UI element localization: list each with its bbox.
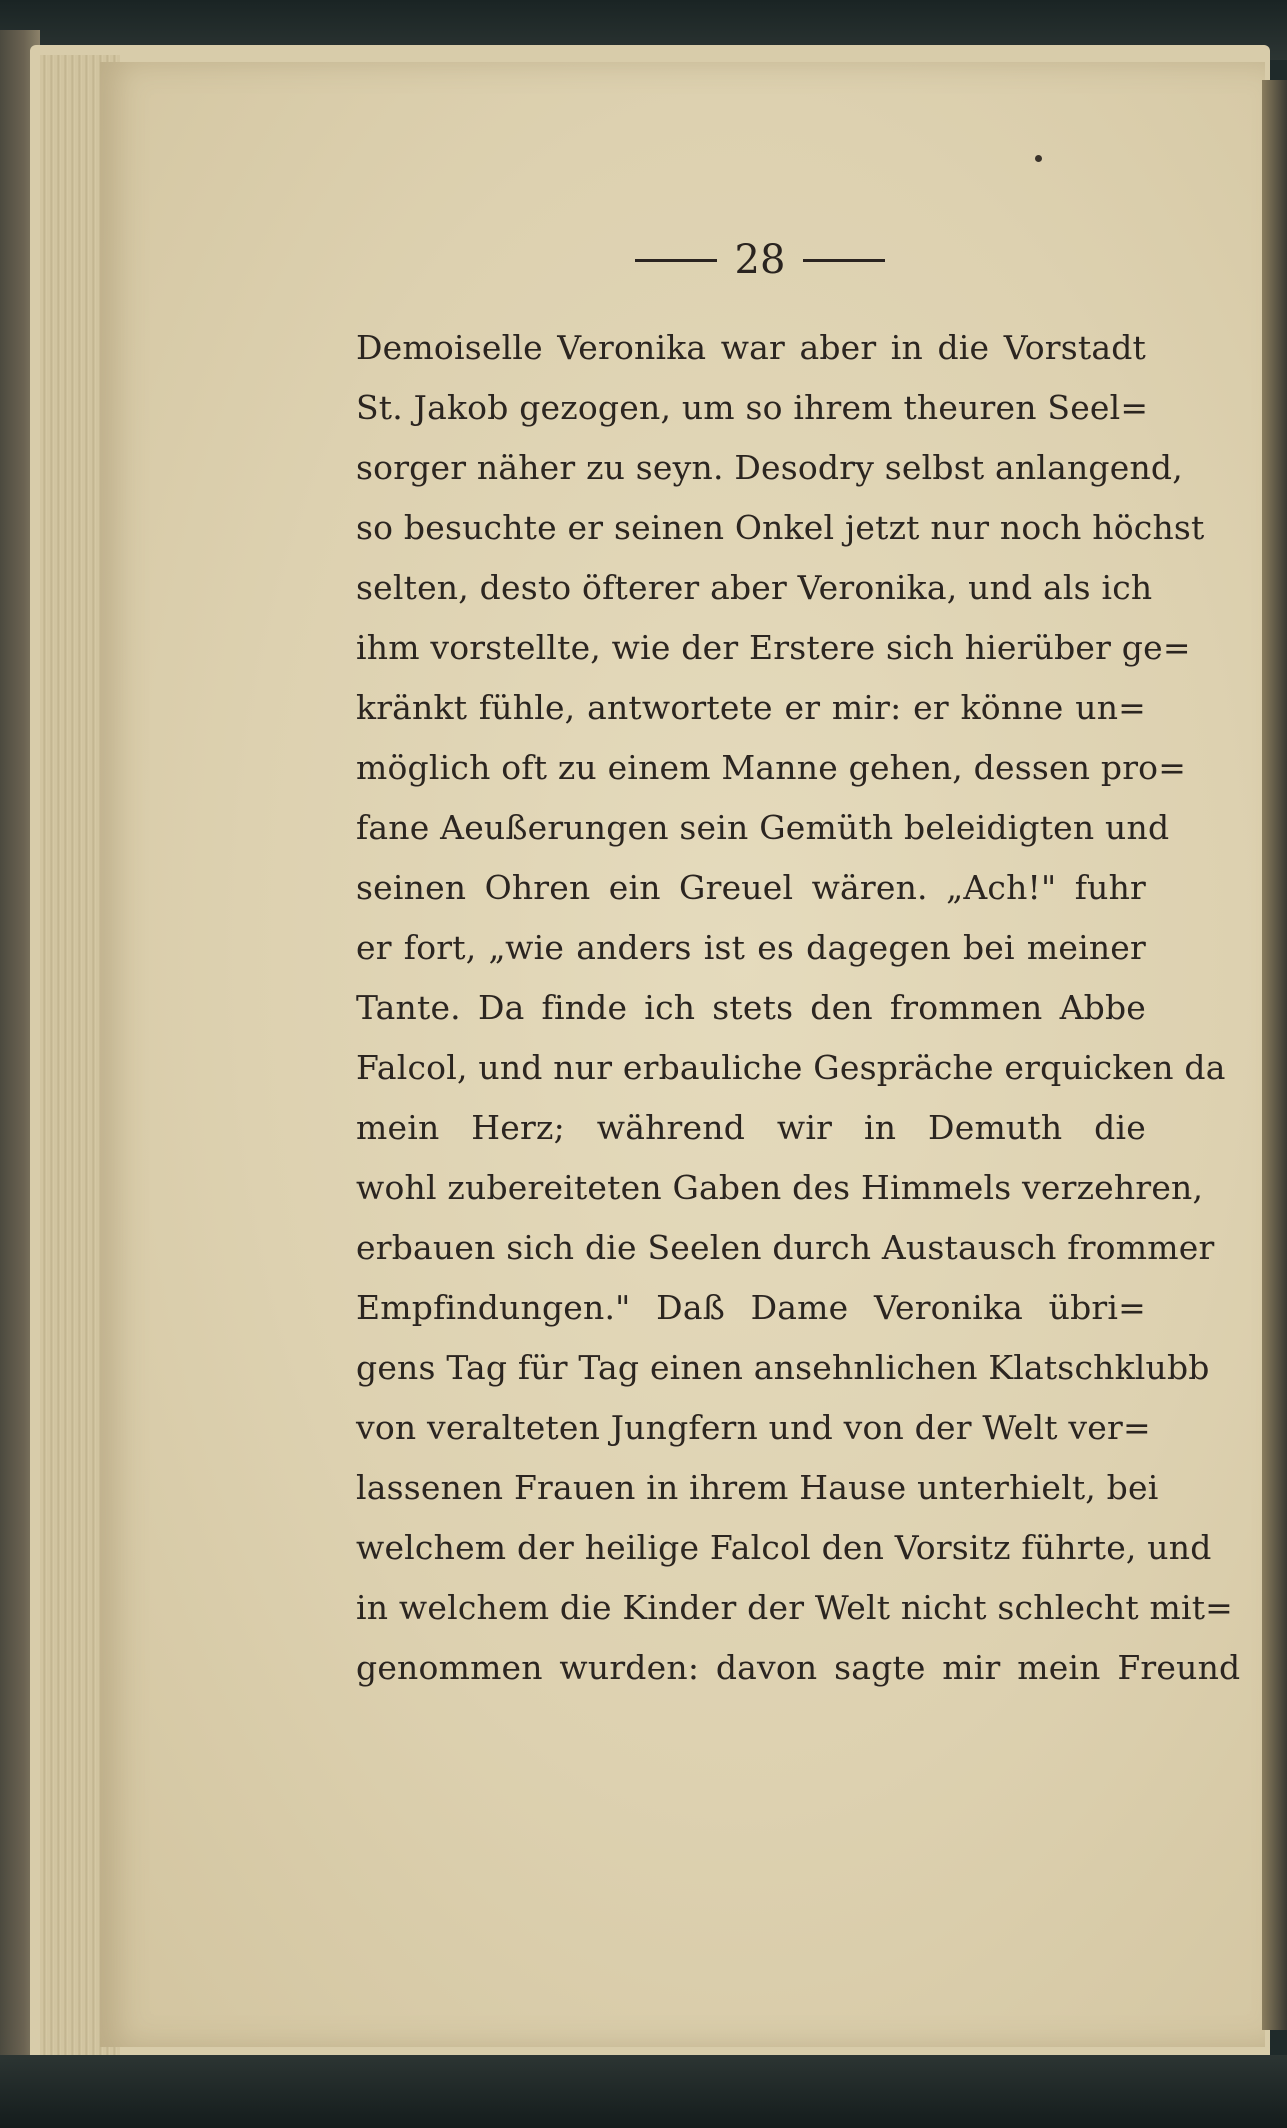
- text-line: Falcol, und nur erbauliche Gespräche erquicken da: [356, 1048, 1226, 1087]
- text-line: möglich oft zu einem Manne gehen, dessen pro=: [356, 748, 1187, 787]
- text-line: wohl zubereiteten Gaben des Himmels verzehren,: [356, 1168, 1204, 1207]
- ink-speck: [1035, 155, 1042, 162]
- text-line: gens Tag für Tag einen ansehnlichen Klatschklubb: [356, 1348, 1210, 1387]
- text-line: Demoiselle Veronika war aber in die Vorstadt: [356, 328, 1146, 367]
- text-line: lassenen Frauen in ihrem Hause unterhielt, bei: [356, 1468, 1159, 1507]
- text-line: Tante. Da finde ich stets den frommen Abbe: [356, 988, 1146, 1027]
- text-line: von veralteten Jungfern und von der Welt ver=: [356, 1408, 1151, 1447]
- text-line: kränkt fühle, antwortete er mir: er könne un=: [356, 688, 1146, 727]
- body-text: [356, 318, 1241, 1698]
- text-line: ihm vorstellte, wie der Erstere sich hierüber ge=: [356, 628, 1191, 667]
- text-line: Empfindungen." Daß Dame Veronika übri=: [356, 1288, 1146, 1327]
- text-line: selten, desto öfterer aber Veronika, und als ich: [356, 568, 1153, 607]
- text-line: erbauen sich die Seelen durch Austausch frommer: [356, 1228, 1215, 1267]
- page-right-edge: [1262, 80, 1287, 2030]
- page-header: [610, 230, 910, 290]
- page-number: 28: [734, 237, 786, 283]
- book-cover-bottom: [0, 2055, 1287, 2128]
- text-line: so besuchte er seinen Onkel jetzt nur noch höchst: [356, 508, 1205, 547]
- text-line: St. Jakob gezogen, um so ihrem theuren Seel=: [356, 388, 1149, 427]
- text-line: mein Herz; während wir in Demuth die: [356, 1108, 1146, 1147]
- text-line: in welchem die Kinder der Welt nicht schlecht mit=: [356, 1588, 1234, 1627]
- text-line: er fort, „wie anders ist es dagegen bei meiner: [356, 928, 1146, 967]
- text-line: genommen wurden: davon sagte mir mein Freund: [356, 1648, 1241, 1687]
- text-line: seinen Ohren ein Greuel wären. „Ach!" fuhr: [356, 868, 1146, 907]
- text-line: sorger näher zu seyn. Desodry selbst anlangend,: [356, 448, 1183, 487]
- header-rule-right: [803, 259, 885, 262]
- header-rule-left: [635, 259, 717, 262]
- text-line: welchem der heilige Falcol den Vorsitz führte, und: [356, 1528, 1212, 1567]
- text-line: fane Aeußerungen sein Gemüth beleidigten und: [356, 808, 1170, 847]
